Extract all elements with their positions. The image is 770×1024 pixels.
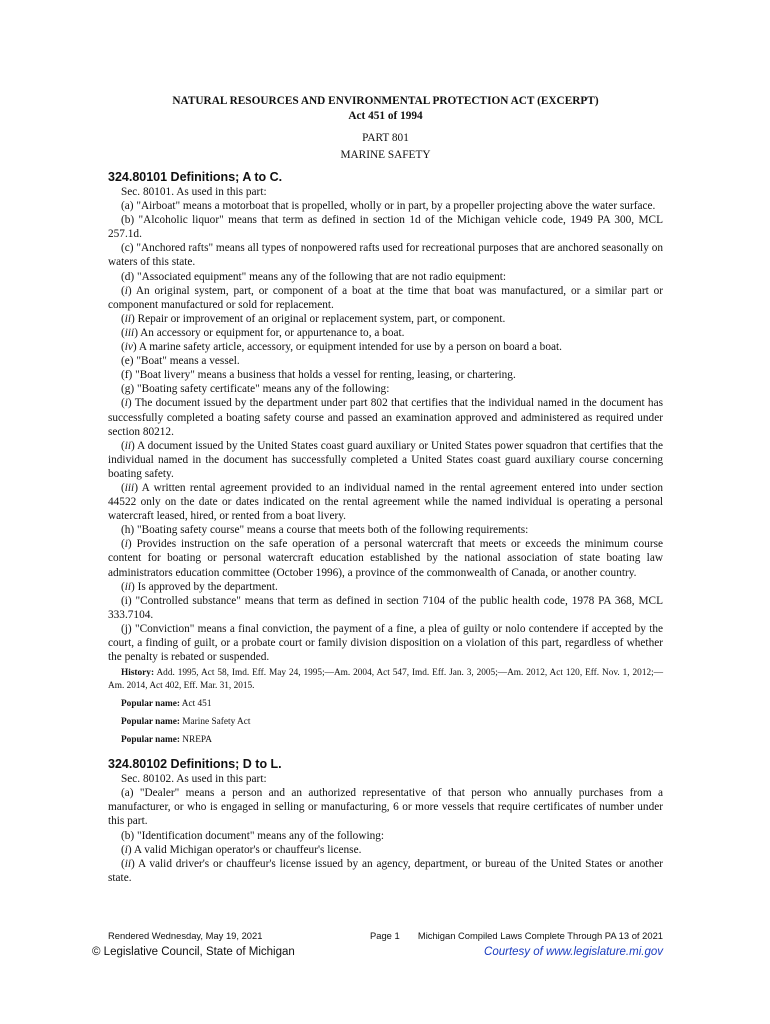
paragraph: [108, 270, 663, 284]
subitem-label: iii: [124, 326, 135, 339]
paragraph-text: (d) "Associated equipment" means any of the following that are not radio equipment:: [121, 270, 507, 283]
paragraph: [108, 354, 663, 368]
paragraph: (ii) Is approved by the department.: [121, 580, 278, 593]
subitem-label: ii: [124, 857, 132, 870]
history-text: Add. 1995, Act 58, Imd. Eff. May 24, 1995;—Am. 2004, Act 547, Imd. Eff. Jan. 3, 2005;—Am. 2012, Act 120, Eff. Nov. 1, 2012;—Am. 2014, Act 402, Eff. Mar. 31, 2015.: [108, 668, 663, 692]
paragraph: (iv) A marine safety article, accessory, or equipment intended for use by a person on board a boat.: [121, 341, 562, 354]
paragraph: [108, 523, 663, 537]
paragraph: (ii) A valid driver's or chauffeur's license issued by an agency, department, or bureau of the United States or another state.: [108, 857, 663, 884]
paragraph-text: A document issued by the United States coast guard auxiliary or United States power squadron that certifies that the individual named in the document has successfully completed a United States coast guard auxiliary course concerning boating safety.: [108, 439, 663, 480]
paragraph-text: An accessory or equipment for, or appurtenance to, a boat.: [137, 326, 405, 339]
popular-name-label: Popular name:: [121, 699, 180, 710]
compiled-note: Michigan Compiled Laws Complete Through PA 13 of 2021: [417, 930, 663, 941]
act-title: NATURAL RESOURCES AND ENVIRONMENTAL PROTECTION ACT (EXCERPT): [172, 95, 599, 107]
part-name: MARINE SAFETY: [340, 149, 431, 161]
paragraph-text: Provides instruction on the safe operation of a personal watercraft that meets or exceeds the minimum course content for boating or personal watercraft education established by the national association of state boating law administrators education committee (October 1996), a province of the commonwealth of Canada, or another country.: [108, 538, 663, 579]
paragraph-text: Is approved by the department.: [134, 580, 278, 593]
section-paragraphs: [108, 185, 663, 664]
subitem-label: i: [124, 843, 128, 856]
document-body: [108, 94, 663, 885]
popular-name-value: Act 451: [179, 699, 212, 710]
paragraph-text: The document issued by the department under part 802 that certifies that the individual named in the document has successfully completed a boating safety course and passed an examination approved and administered as required under section 80212.: [108, 397, 663, 438]
paragraph: [108, 382, 663, 396]
popular-name-label: Popular name:: [121, 735, 180, 746]
subitem-label: i: [124, 284, 128, 297]
paragraph: [108, 199, 663, 213]
subitem-label: ii: [124, 439, 132, 452]
page-number: Page 1: [370, 930, 400, 941]
part-number: PART 801: [362, 132, 409, 144]
history-label: History:: [121, 668, 155, 679]
paragraph-text: An original system, part, or component of a boat at the time that boat was manufactured, or a similar part or component manufactured or sold for replacement.: [108, 284, 663, 311]
paragraph-text: A written rental agreement provided to an individual named in the rental agreement entered into under section 44522 only on the date or dates indicated on the rental agreement while the named individual is operating a personal watercraft leased, hired, or rented from a boat livery.: [108, 481, 663, 523]
subitem-label: i: [124, 538, 128, 551]
paragraph: [108, 185, 663, 199]
rendered-date: Rendered Wednesday, May 19, 2021: [108, 930, 263, 941]
history-note: [108, 667, 663, 693]
popular-names: [108, 698, 663, 747]
paragraph-text: (b) "Identification document" means any of the following:: [121, 829, 385, 842]
paragraph-text: (a) "Airboat" means a motorboat that is propelled, wholly or in part, by a propeller projecting above the water surface.: [121, 200, 656, 213]
section-heading: 324.80101 Definitions; A to C.: [108, 170, 283, 184]
paragraph: [108, 622, 663, 664]
paragraph-text: A marine safety article, accessory, or equipment intended for use by a person on board a boat.: [136, 341, 562, 354]
paragraph: [108, 786, 663, 828]
section-heading: 324.80102 Definitions; D to L.: [108, 757, 282, 772]
popular-name: [108, 698, 663, 711]
page-footer-credits: [92, 946, 663, 962]
paragraph: (iii) An accessory or equipment for, or appurtenance to, a boat.: [121, 326, 405, 339]
paragraph-text: (i) "Controlled substance" means that term as defined in section 7104 of the public health code, 1978 PA 368, MCL 333.7104.: [108, 594, 663, 621]
paragraph-text: (f) "Boat livery" means a business that holds a vessel for renting, leasing, or chartering.: [121, 369, 516, 382]
paragraph: [108, 213, 663, 241]
paragraph-text: (c) "Anchored rafts" means all types of nonpowered rafts used for recreational purposes that are anchored seasonally on waters of this state.: [108, 242, 663, 269]
paragraph-text: A valid driver's or chauffeur's license issued by an agency, department, or bureau of the United States or another state.: [108, 857, 663, 884]
subitem-label: iii: [124, 481, 135, 494]
paragraph: [108, 368, 663, 382]
paragraph: [108, 829, 663, 843]
paragraph-text: Repair or improvement of an original or replacement system, part, or component.: [134, 312, 506, 325]
paragraph: [108, 241, 663, 269]
section-paragraphs: [108, 772, 663, 885]
subitem-label: i: [124, 397, 128, 410]
subitem-label: ii: [124, 580, 132, 593]
paragraph-text: (h) "Boating safety course" means a course that meets both of the following requirements:: [121, 524, 529, 537]
paragraph: (i) An original system, part, or component of a boat at the time that boat was manufactured, or a similar part or component manufactured or sold for replacement.: [108, 284, 663, 311]
paragraph: [108, 594, 663, 622]
act-number: Act 451 of 1994: [348, 110, 423, 122]
courtesy-link[interactable]: Courtesy of www.legislature.mi.gov: [484, 946, 663, 958]
popular-name-label: Popular name:: [121, 717, 180, 728]
paragraph-text: (e) "Boat" means a vessel.: [121, 355, 240, 368]
paragraph: (i) Provides instruction on the safe operation of a personal watercraft that meets or exceeds the minimum course content for boating or personal watercraft education established by the national association of state boating law administrators education committee (October 1996), a province of the commonwealth of Canada, or another country.: [108, 538, 663, 579]
paragraph-text: Sec. 80101. As used in this part:: [121, 186, 267, 198]
paragraph-text: A valid Michigan operator's or chauffeur's license.: [131, 843, 362, 856]
popular-name: [108, 734, 663, 747]
popular-name: [108, 716, 663, 729]
copyright-text: © Legislative Council, State of Michigan: [92, 946, 295, 958]
subitem-label: ii: [124, 312, 132, 325]
popular-name-value: Marine Safety Act: [179, 717, 251, 728]
paragraph: (i) A valid Michigan operator's or chauffeur's license.: [121, 843, 362, 856]
paragraph: (ii) A document issued by the United States coast guard auxiliary or United States power squadron that certifies that the individual named in the document has successfully completed a United States coast guard auxiliary course concerning boating safety.: [108, 439, 663, 480]
paragraph-text: (a) "Dealer" means a person and an authorized representative of that person who annually purchases from a manufacturer, or who is engaged in selling or manufacturing, 6 or more vessels that require certificates of number under this part.: [108, 787, 663, 828]
paragraph: (ii) Repair or improvement of an original or replacement system, part, or component.: [121, 312, 506, 325]
paragraph: (i) The document issued by the department under part 802 that certifies that the individual named in the document has successfully completed a boating safety course and passed an examination approved and administered as required under section 80212.: [108, 397, 663, 438]
popular-name-value: NREPA: [179, 735, 212, 746]
paragraph-text: (j) "Conviction" means a final conviction, the payment of a fine, a plea of guilty or nolo contendere if accepted by the court, a finding of guilt, or a probate court or family division disposition on a violation of this part, regardless of whether the penalty is rebated or suspended.: [108, 622, 663, 664]
paragraph-text: (b) "Alcoholic liquor" means that term as defined in section 1d of the Michigan vehicle code, 1949 PA 300, MCL 257.1d.: [108, 214, 663, 241]
paragraph: [108, 772, 663, 786]
paragraph: (iii) A written rental agreement provided to an individual named in the rental agreement entered into under section 44522 only on the date or dates indicated on the rental agreement while the named individual is operating a personal watercraft leased, hired, or rented from a boat livery.: [108, 481, 663, 523]
page-footer: [108, 930, 663, 944]
paragraph-text: Sec. 80102. As used in this part:: [121, 773, 267, 786]
subitem-label: iv: [124, 341, 133, 354]
paragraph-text: (g) "Boating safety certificate" means any of the following:: [121, 383, 390, 396]
